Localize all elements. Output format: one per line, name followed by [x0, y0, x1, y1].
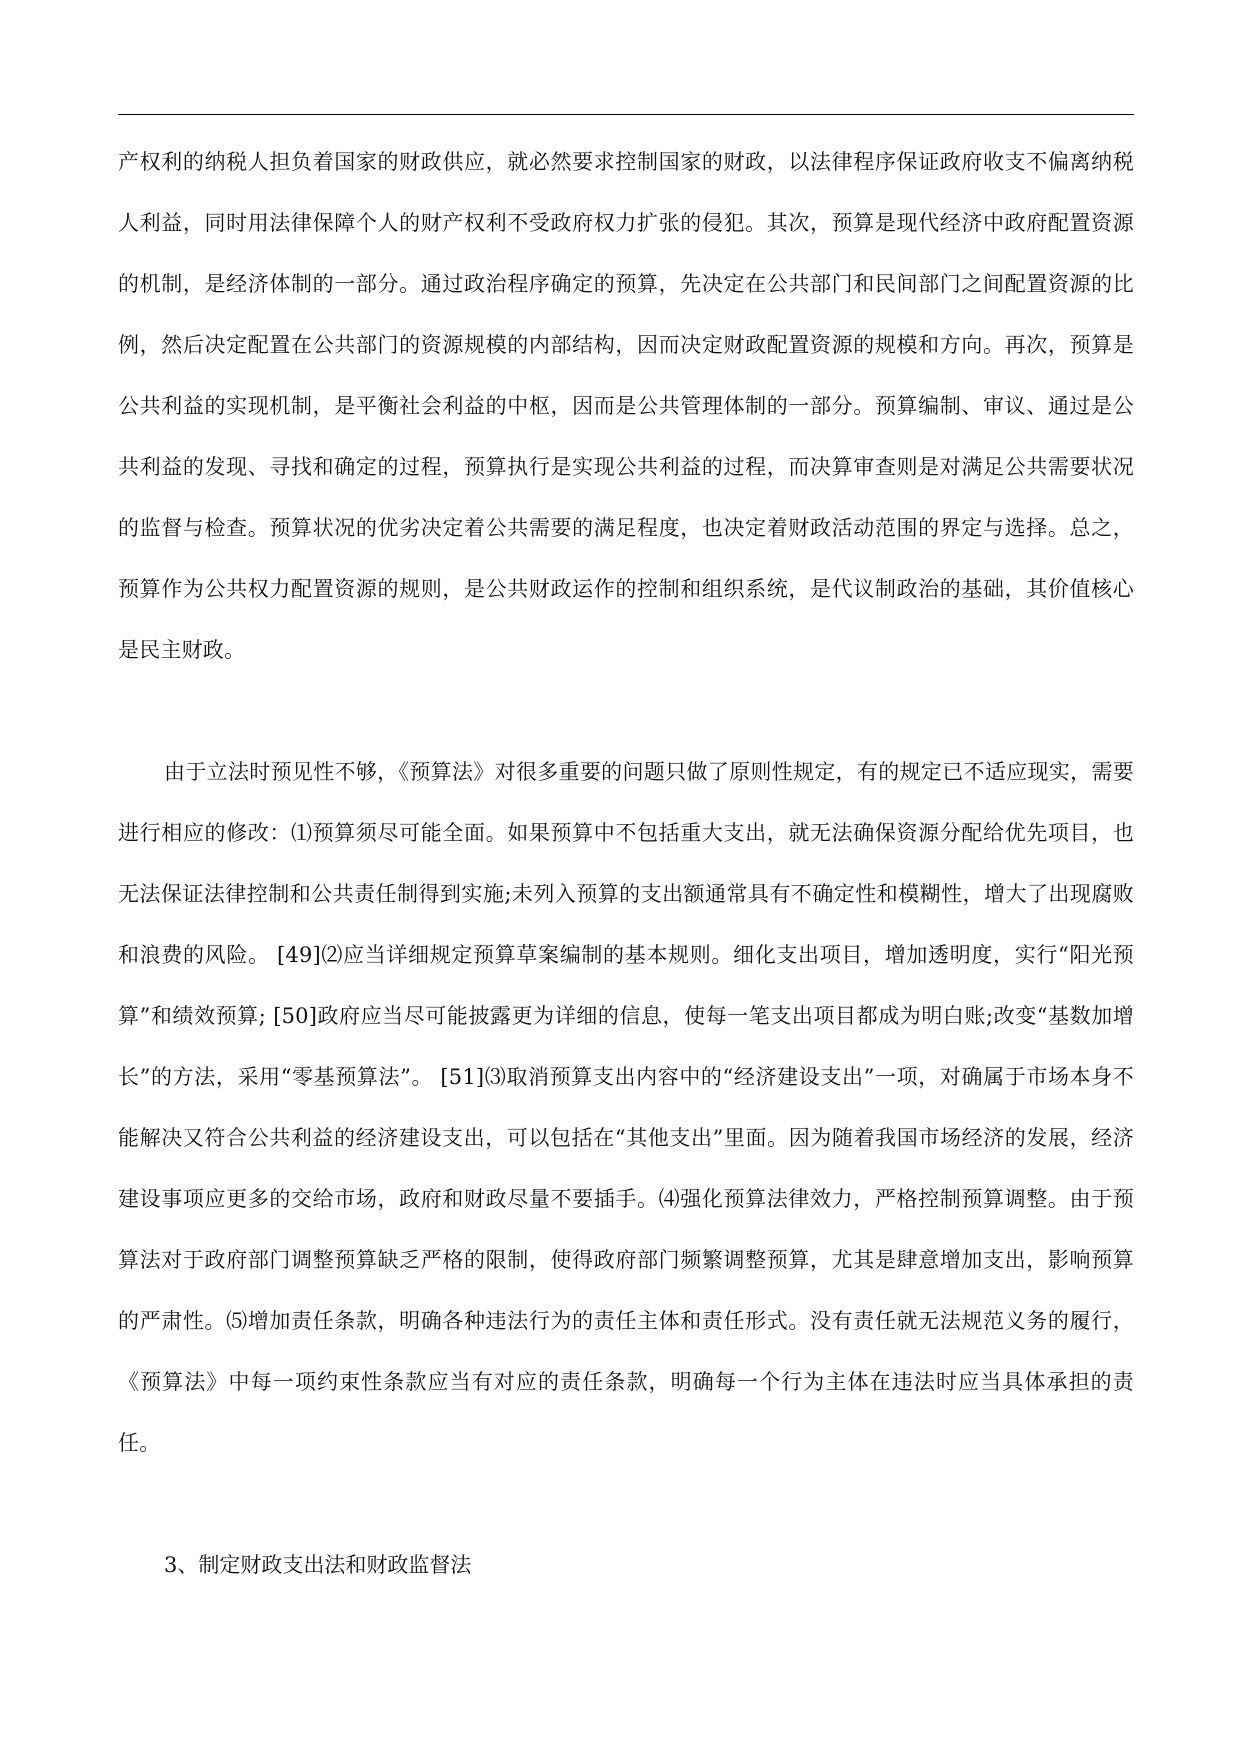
document-body — [118, 132, 1134, 1596]
section-heading: 3、制定财政支出法和财政监督法 — [164, 1553, 472, 1577]
paragraph-budget-law-revision: 由于立法时预见性不够，《预算法》对很多重要的问题只做了原则性规定，有的规定已不适应现实，需要进行相应的修改：⑴预算须尽可能全面。如果预算中不包括重大支出，就无法确保资源分配给优先项目，也无法保证法律控制和公共责任制得到实施;未列入预算的支出额通常具有不确定性和模糊性，增大了出现腐败和浪费的风险。 [49]⑵应当详细规定预算草案编制的基本规则。细化支出项目，增加透明度，实行“阳光预算”和绩效预算; [50]政府应当尽可能披露更为详细的信息，使每一笔支出项目都成为明白账;改变“基数加增长”的方法，采用“零基预算法”。 [51]⑶取消预算支出内容中的“经济建设支出”一项，对确属于市场本身不能解决又符合公共利益的经济建设支出，可以包括在“其他支出”里面。因为随着我国市场经济的发展，经济建设事项应更多的交给市场，政府和财政尽量不要插手。⑷强化预算法律效力，严格控制预算调整。由于预算法对于政府部门调整预算缺乏严格的限制，使得政府部门频繁调整预算，尤其是肆意增加支出，影响预算的严肃性。⑸增加责任条款，明确各种违法行为的责任主体和责任形式。没有责任就无法规范义务的履行，《预算法》中每一项约束性条款应当有对应的责任条款，明确每一个行为主体在违法时应当具体承担的责任。 — [118, 760, 1134, 1455]
paragraph-gap — [118, 681, 1134, 742]
paragraph-budget-significance: 产权利的纳税人担负着国家的财政供应，就必然要求控制国家的财政，以法律程序保证政府收支不偏离纳税人利益，同时用法律保障个人的财产权利不受政府权力扩张的侵犯。其次，预算是现代经济中政府配置资源的机制，是经济体制的一部分。通过政治程序确定的预算，先决定在公共部门和民间部门之间配置资源的比例，然后决定配置在公共部门的资源规模的内部结构，因而决定财政配置资源的规模和方向。再次，预算是公共利益的实现机制，是平衡社会利益的中枢，因而是公共管理体制的一部分。预算编制、审议、通过是公共利益的发现、寻找和确定的过程，预算执行是实现公共利益的过程，而决算审查则是对满足公共需要状况的监督与检查。预算状况的优劣决定着公共需要的满足程度，也决定着财政活动范围的界定与选择。总之，预算作为公共权力配置资源的规则，是公共财政运作的控制和组织系统，是代议制政治的基础，其价值核心是民主财政。 — [118, 150, 1134, 662]
header-rule — [118, 114, 1134, 115]
paragraph-gap — [118, 1474, 1134, 1535]
